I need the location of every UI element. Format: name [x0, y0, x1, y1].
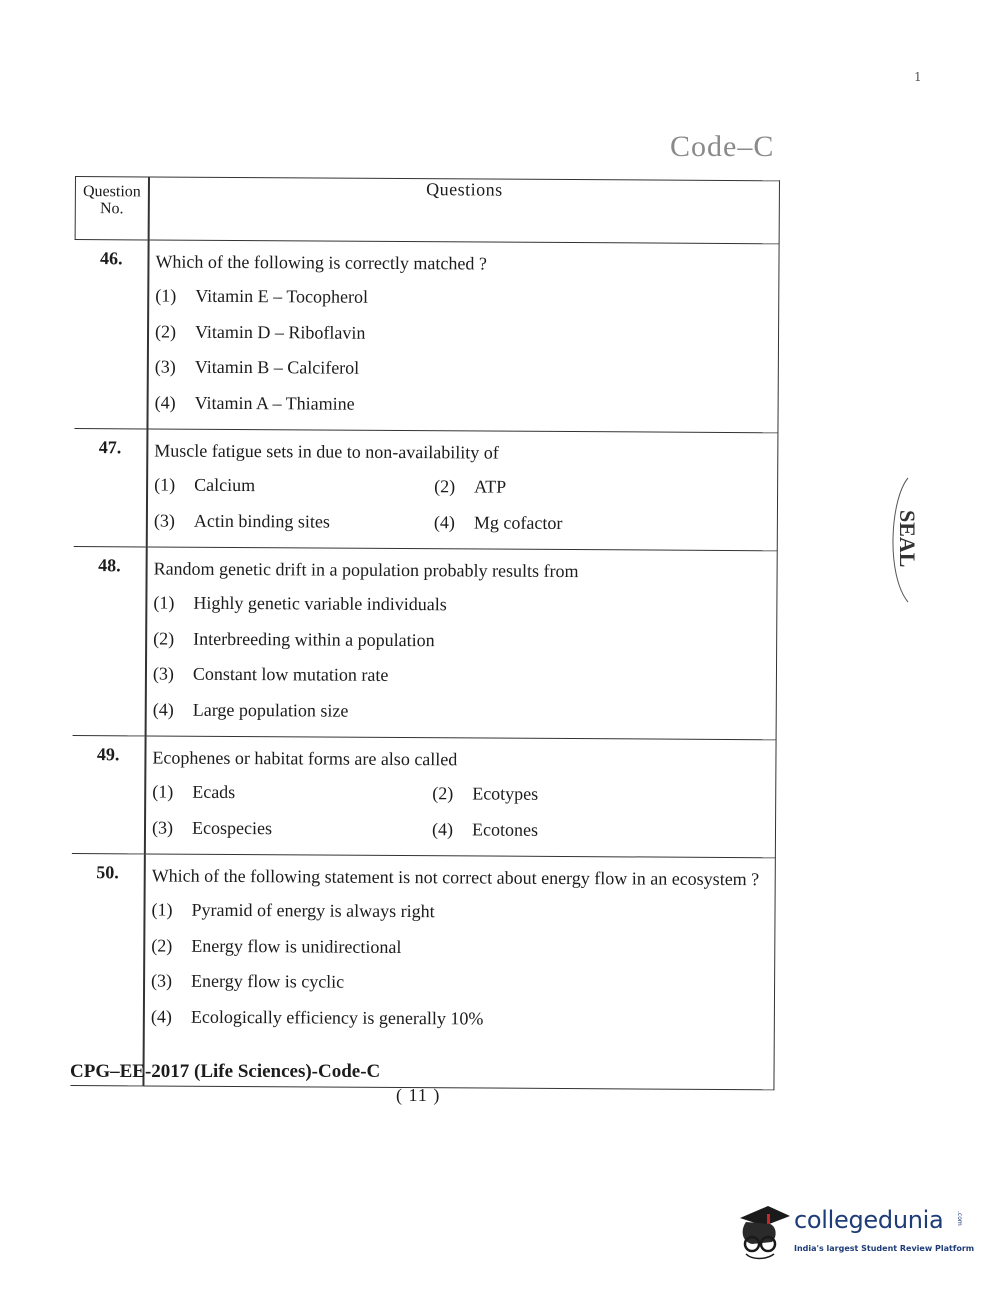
- header-question-label: Question: [82, 183, 141, 201]
- page-corner-mark: 1: [914, 70, 922, 84]
- option-pair: [154, 469, 763, 508]
- option-text: Actin binding sites: [193, 510, 330, 532]
- option-number: (3): [152, 663, 175, 684]
- option: [153, 694, 762, 733]
- question-number: 46.: [74, 240, 149, 429]
- option-text: Vitamin B – Calciferol: [194, 356, 360, 378]
- question-number: 50.: [70, 853, 145, 1085]
- option: [151, 965, 760, 1004]
- option-text: Ecospecies: [191, 817, 273, 838]
- question-text: Random genetic drift in a population probably results from: [153, 558, 579, 582]
- option: [432, 778, 712, 815]
- seal-stamp: [878, 470, 928, 610]
- question-text: Which of the following statement is not correct about energy flow in an ecosystem ?: [151, 865, 760, 890]
- question-sheet: [70, 176, 780, 1066]
- option: [155, 351, 764, 390]
- brand-logo: [734, 1192, 975, 1272]
- question-row: [74, 240, 779, 433]
- option: [151, 894, 760, 933]
- option-number: (2): [432, 783, 454, 804]
- option-number: (1): [153, 592, 175, 613]
- question-cell: [147, 429, 778, 551]
- option: [151, 1001, 760, 1040]
- seal-stamp-text: SEAL: [895, 510, 920, 568]
- footer-exam-code: CPG–EE-2017 (Life Sciences)-Code-C: [70, 1061, 381, 1082]
- option-pair: [152, 812, 761, 851]
- option-number: (4): [154, 391, 176, 413]
- option-text: Calcium: [194, 474, 256, 496]
- option-text: ATP: [474, 476, 507, 497]
- option: [155, 316, 764, 355]
- option-text: Vitamin E – Tocopherol: [195, 285, 369, 307]
- option-text: Pyramid of energy is always right: [191, 899, 435, 922]
- option: [432, 814, 712, 851]
- question-number-header: [75, 177, 149, 240]
- question-table: [69, 176, 780, 1090]
- option-number: (3): [151, 970, 173, 991]
- question-cell: [145, 736, 776, 858]
- option: [154, 387, 763, 426]
- option-number: (1): [154, 474, 176, 495]
- option-text: Energy flow is cyclic: [191, 970, 345, 992]
- option: [155, 280, 764, 319]
- question-cell: [143, 854, 775, 1090]
- option-text: Energy flow is unidirectional: [191, 935, 402, 957]
- option-number: (1): [155, 285, 177, 306]
- table-header-row: [75, 177, 779, 244]
- questions-header: Questions: [149, 177, 780, 244]
- option-pair: [154, 505, 763, 544]
- option: [154, 469, 434, 506]
- option-text: Ecads: [192, 781, 236, 802]
- option-text: Ecotones: [471, 818, 539, 840]
- option: [153, 658, 762, 697]
- option-number: (3): [153, 509, 175, 531]
- option-number: (4): [152, 698, 174, 720]
- option-text: Ecologically efficiency is generally 10%: [190, 1006, 484, 1029]
- option-text: Vitamin A – Thiamine: [194, 392, 355, 414]
- option-number: (3): [151, 816, 174, 838]
- option-number: (4): [433, 511, 455, 532]
- option-number: (1): [152, 781, 174, 802]
- option: [434, 471, 714, 508]
- option-text: Ecotypes: [472, 783, 539, 804]
- option: [152, 776, 432, 813]
- question-text: Which of the following is correctly matched ?: [155, 251, 487, 274]
- question-row: [72, 546, 777, 739]
- code-header: Code–C: [670, 130, 775, 163]
- option-number: (2): [151, 934, 173, 956]
- question-number: 47.: [73, 428, 147, 546]
- option: [154, 505, 434, 542]
- option-text: Large population size: [192, 699, 349, 721]
- question-cell: [147, 240, 779, 433]
- question-number: 49.: [71, 735, 145, 853]
- option-number: (2): [434, 476, 456, 497]
- question-cell: [146, 547, 778, 740]
- brand-tagline: India's largest Student Review Platform: [794, 1244, 975, 1253]
- option-pair: [152, 776, 761, 815]
- option: [153, 623, 762, 662]
- option-text: Constant low mutation rate: [192, 663, 389, 685]
- option-text: Interbreeding within a population: [193, 628, 435, 650]
- mascot-icon: [734, 1196, 794, 1268]
- option-number: (4): [150, 1005, 172, 1027]
- option-number: (3): [154, 356, 176, 377]
- brand-name: collegedunia: [794, 1206, 944, 1234]
- option-text: Vitamin D – Riboflavin: [194, 321, 366, 343]
- option: [434, 507, 714, 544]
- option-number: (2): [153, 627, 175, 649]
- option-number: (1): [151, 899, 173, 920]
- question-text: Ecophenes or habitat forms are also called: [152, 747, 458, 770]
- question-number: 48.: [72, 546, 147, 735]
- option-number: (2): [154, 320, 177, 342]
- header-no-label: No.: [99, 200, 124, 218]
- question-row: [70, 853, 775, 1089]
- option-text: Highly genetic variable individuals: [193, 592, 447, 615]
- option: [152, 812, 432, 849]
- question-row: [71, 735, 776, 857]
- option: [151, 930, 760, 969]
- option-text: Mg cofactor: [473, 511, 563, 533]
- brand-suffix: .com: [956, 1211, 963, 1226]
- page-number: ( 11 ): [396, 1085, 441, 1105]
- question-row: [73, 428, 778, 550]
- question-text: Muscle fatigue sets in due to non-availability of: [154, 440, 499, 463]
- option: [153, 587, 762, 626]
- option-number: (4): [431, 818, 454, 839]
